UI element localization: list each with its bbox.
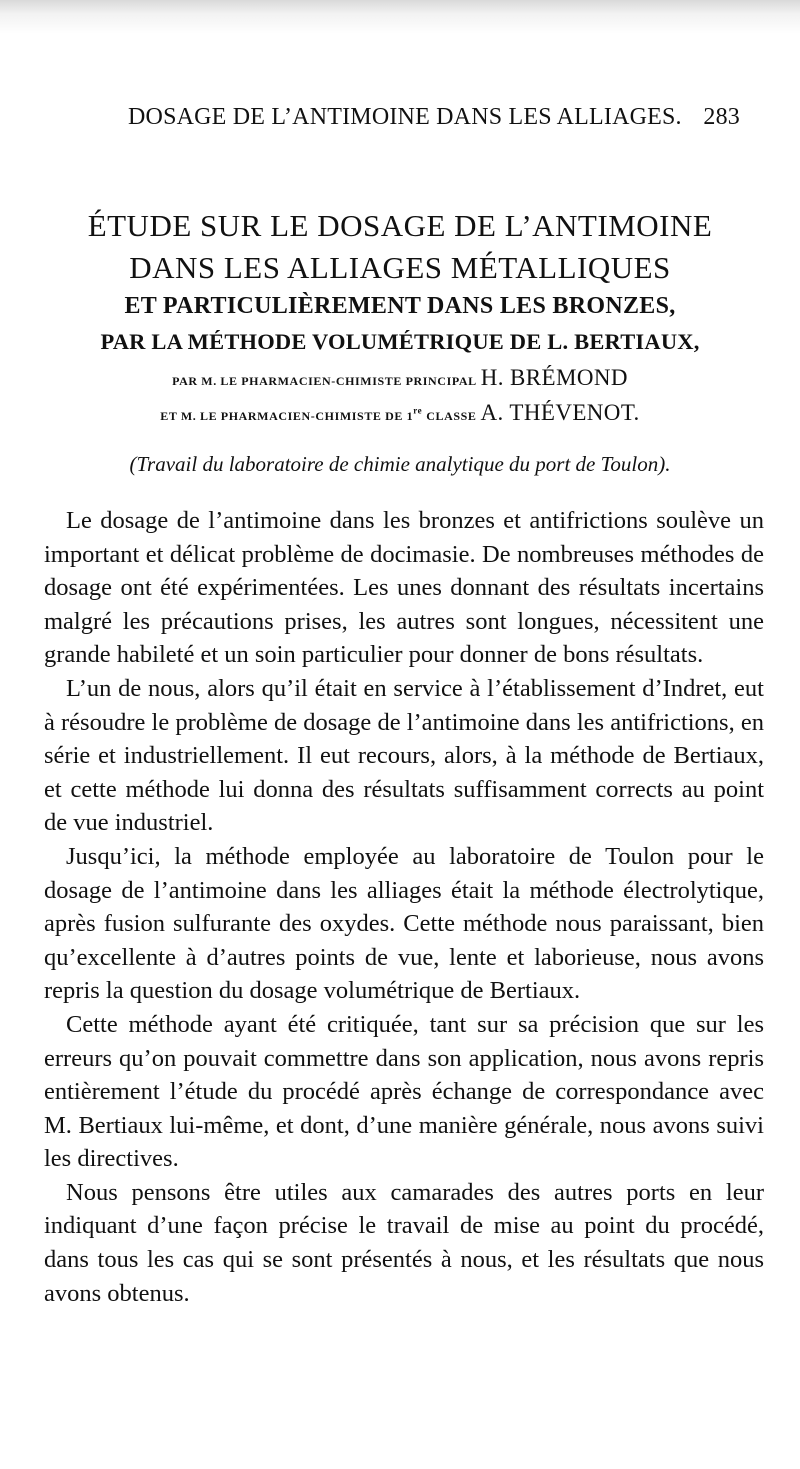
title-line-1: ÉTUDE SUR LE DOSAGE DE L’ANTIMOINE [87, 208, 713, 243]
author-2-prefix: ET M. LE PHARMACIEN-CHIMISTE DE 1 [160, 409, 414, 423]
author-2-prefix-superscript: re [413, 405, 423, 416]
author-line-1 [60, 365, 740, 391]
title-line-4: PAR LA MÉTHODE VOLUMÉTRIQUE DE L. BERTIAUX, [100, 329, 700, 354]
author-2-name: A. THÉVENOT. [480, 400, 640, 425]
author-1-prefix: PAR M. LE PHARMACIEN-CHIMISTE PRINCIPAL [172, 374, 477, 388]
page-number: 283 [703, 104, 740, 130]
author-2-prefix-class: CLASSE [426, 409, 477, 423]
title-line-3: ET PARTICULIÈREMENT DANS LES BRONZES, [124, 293, 676, 319]
paragraph-2: L’un de nous, alors qu’il était en service à l’établissement d’Indret, eut à résoudre le problème de dosage de l’antimoine dans les antifrictions, en série et industriellement. Il eut recours, alors, à la méthode de Bertiaux, et cette méthode lui donna des résultats suffisamment corrects au point de vue industriel. [44, 674, 764, 837]
paragraph-3: Jusqu’ici, la méthode employée au laboratoire de Toulon pour le dosage de l’antimoine dans les alliages était la méthode électrolytique, après fusion sulfurante des oxydes. Cette méthode nous paraissant, bien qu’excellente à d’autres points de vue, lente et laborieuse, nous avons repris la question du dosage volumétrique de Bertiaux. [44, 842, 764, 1005]
paragraph-4: Cette méthode ayant été critiquée, tant sur sa précision que sur les erreurs qu’on pouvait commettre dans son application, nous avons repris entièrement l’étude du procédé après échange de correspondance avec M. Bertiaux lui-même, et dont, d’une manière générale, nous avons suivi les directives. [44, 1010, 764, 1173]
author-1-name: H. BRÉMOND [480, 365, 628, 390]
paragraph-1: Le dosage de l’antimoine dans les bronzes et antifrictions soulève un important et délicat problème de docimasie. De nombreuses méthodes de dosage ont été expérimentées. Les unes donnant des résultats incertains malgré les précautions prises, les autres sont longues, nécessitent une grande habileté et un soin particulier pour donner de bons résultats. [44, 507, 764, 669]
article-subtitle: (Travail du laboratoire de chimie analytique du port de Toulon). [129, 452, 671, 476]
paragraph-5: Nous pensons être utiles aux camarades des autres ports en leur indiquant d’une façon précise le travail de mise au point du procédé, dans tous les cas qui se sont présentés à nous, et les résultats que nous avons obtenus. [44, 1178, 764, 1307]
running-head-title: DOSAGE DE L’ANTIMOINE DANS LES ALLIAGES. [128, 104, 682, 130]
article-title [60, 205, 740, 359]
scan-edge-shadow [0, 0, 800, 34]
body-text [44, 504, 764, 1310]
author-line-2 [60, 400, 740, 426]
title-line-2: DANS LES ALLIAGES MÉTALLIQUES [129, 250, 671, 285]
running-head [128, 104, 740, 138]
